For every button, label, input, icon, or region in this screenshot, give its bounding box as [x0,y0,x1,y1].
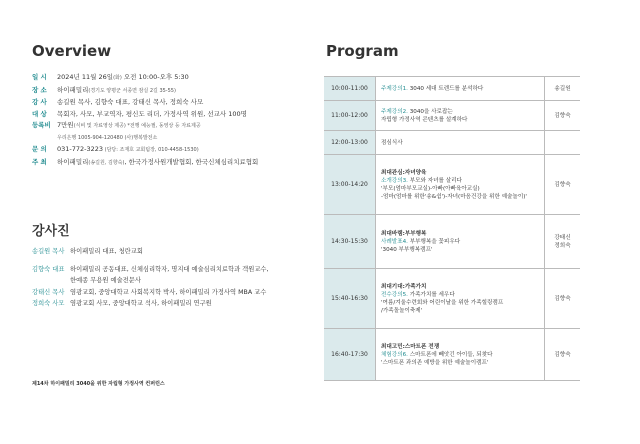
program-speaker [544,215,580,268]
info-value [57,120,312,133]
program-line-text: '부모(엄마부모교실)-아빠(아빠육아교실) [381,185,480,192]
overview-info [32,72,312,169]
speaker-row [32,287,312,299]
program-content [376,155,544,214]
program-line [381,283,539,291]
program-line-head: 체험강의6. [381,351,410,358]
speaker-desc: 하이패밀리 대표, 청란교회 [70,248,143,255]
program-content [376,77,544,100]
program-line [381,238,539,246]
program-line-head: 최대기대:가족가치 [381,283,427,290]
program-row [324,215,580,269]
speaker-name: 강태신 목사 [32,288,65,296]
program-line [381,139,539,147]
info-label: 주 최 [32,157,47,166]
program-line [381,193,539,201]
program-line-text: 가족가치를 세우다 [409,291,455,298]
info-label: 강 사 [32,98,47,106]
program-line-text: '여름/겨울수련회와 어린이날을 위한 가족힐링캠프 [381,299,504,306]
program-time: 12:00-13:00 [324,131,376,154]
speaker-desc: 염광교회, 중앙대학교 사회복지학 박사, 하이패밀리 가정사역 MBA 교수 [70,288,267,296]
info-value-note: (경기도 양평군 서종면 잠실 2길 35-55) [88,87,176,94]
program-speaker [544,269,580,328]
speaker-name: 송길원 목사 [32,248,65,255]
conference-footnote: 제14차 하이패밀리 3040을 위한 자립형 가정사역 컨퍼런스 [32,381,165,387]
info-value [57,85,312,98]
program-content [376,101,544,130]
program-line-head: 주제강의2. [381,108,410,115]
speaker-name: 김향숙 대표 [32,265,65,273]
program-row [324,101,580,131]
program-line-text: 점심식사 [381,139,403,146]
info-value-main: 하이패밀리 [57,85,89,94]
speaker-name: 정희숙 사모 [32,300,65,307]
program-time: 16:40-17:30 [324,329,376,380]
program-row [324,155,580,215]
info-row [32,72,312,85]
info-label: 장 소 [32,85,47,94]
program-speaker [544,101,580,130]
info-value-main: 2024년 11월 26일 [57,73,114,81]
program-row [324,77,580,101]
speaker-row [32,298,312,310]
info-row [32,144,312,157]
program-line [381,185,539,193]
program-line-text: 스마트폰에 빼앗긴 아이들, 되찾다 [409,351,493,358]
program-line [381,169,539,177]
program-table [324,76,580,381]
info-value-main: 031-772-3223 [57,145,104,153]
info-label: 일 시 [32,73,47,81]
program-line-head: 최대관심:자녀양육 [381,169,427,176]
info-value-main: 7만원 [57,121,74,129]
info-value-main: 하이패밀리 [57,157,89,166]
speaker-row [32,246,312,258]
speaker-name [32,275,70,287]
program-content [376,215,544,268]
program-speaker-name: 김향숙 [554,181,571,188]
info-value-main: 송길원 목사, 김향숙 대표, 강태신 목사, 정희숙 사모 [57,98,204,106]
program-line [381,108,539,116]
program-speaker-name: 송길원 [554,85,571,92]
info-value-note: (송길원, 김향숙) [88,159,125,166]
program-line [381,246,539,254]
program-time: 14:30-15:30 [324,215,376,268]
program-speaker [544,77,580,100]
program-time: 13:00-14:20 [324,155,376,214]
info-value-extra: , 한국가정사원개발협회, 한국신체심리치료협회 [124,157,259,166]
program-line [381,299,539,307]
program-time: 10:00-11:00 [324,77,376,100]
program-line [381,351,539,359]
speaker-row [32,264,312,276]
info-label: 등록비 [32,121,51,129]
program-speaker [544,155,580,214]
program-line-text: /가족돌놀이축제' [381,307,423,314]
info-value-extra: 오전 10:00-오후 5:30 [121,73,189,81]
program-line-text: '스마트폰 과의존 예방을 위한 예술놀이캠프' [381,359,489,366]
program-row [324,269,580,329]
info-value-note: (식비 및 자료영상 제공) *전행 예능필, 동영상 등 자료제공 [73,123,201,129]
info-row [32,109,312,121]
info-value [57,157,312,170]
info-value-note: (화) [113,75,122,81]
program-line-head: 사례발표4. [381,238,410,245]
program-content [376,269,544,328]
program-line-head: 소개강의3. [381,177,410,184]
program-line [381,177,539,185]
info-value [57,97,312,109]
info-value [57,109,312,121]
program-line-text: 자립형 가정사역 콘텐츠를 설계하다 [381,116,468,123]
info-label: 문 의 [32,145,47,153]
program-speaker-name: 강태신 [554,234,571,241]
info-row [32,157,312,170]
speakers-title: 강사진 [32,224,70,239]
program-line [381,291,539,299]
program-line [381,343,539,351]
speaker-row [32,275,312,287]
program-speaker-name: 정희숙 [554,242,571,249]
info-row [32,85,312,98]
bank-account: 우리은행 1005-904-120480 (사)행복발전소 [57,134,158,141]
speaker-desc: 염광교회 사모, 중앙대학교 석사, 하이패밀리 연구원 [70,300,212,307]
info-row [32,120,312,133]
speaker-desc: 하이패밀리 공동대표, 신체심리학자, 명지대 예술심리치료학과 객원교수, [70,265,269,273]
program-line-text: -엄마(엄마를 위한'송&쉼')-자녀(마음건강을 위한 예술놀이)' [381,193,527,200]
program-line [381,85,539,93]
program-line-head: 전수강의5. [381,291,410,298]
program-time: 11:00-12:00 [324,101,376,130]
info-value-main: 목회자, 사모, 부교역자, 평신도 리더, 가정사역 위원, 선교사 100명 [57,109,247,118]
program-speaker-name: 김향숙 [554,112,571,119]
program-line-text: 부모와 자녀를 살리다 [409,177,462,184]
program-line-head: 주제강의1. [381,85,410,92]
overview-title: Overview [32,42,112,60]
program-speaker-name: 김향숙 [554,295,571,302]
program-line [381,307,539,315]
info-value-note: (담당: 조재호 교회팀장, 010-4458-1530) [103,147,199,153]
program-row [324,329,580,381]
program-row [324,131,580,155]
program-title: Program [326,42,399,60]
program-line [381,359,539,367]
program-line-text: 3040을 사로잡는 [409,108,453,115]
program-content [376,329,544,380]
info-value [57,72,312,85]
program-line [381,230,539,238]
program-content [376,131,544,154]
info-value [57,144,312,157]
speakers-list [32,246,312,310]
info-row [32,97,312,109]
program-line-text: 3040 세대 트렌드를 분석하다 [409,85,484,92]
speaker-desc: 한예종 무용원 예술전문사 [70,277,141,284]
program-line-text: '3040 부부행복캠프' [381,246,433,253]
program-line-head: 최대고민:스마트폰 전쟁 [381,343,440,350]
info-label: 대 상 [32,109,47,118]
program-line-head: 최대바램:부부행복 [381,230,427,237]
program-line [381,116,539,124]
program-time: 15:40-16:30 [324,269,376,328]
program-line-text: 부부행복을 꽃피우다 [409,238,461,245]
program-speaker [544,329,580,380]
program-speaker-name: 김향숙 [554,351,571,358]
program-speaker [544,131,580,154]
